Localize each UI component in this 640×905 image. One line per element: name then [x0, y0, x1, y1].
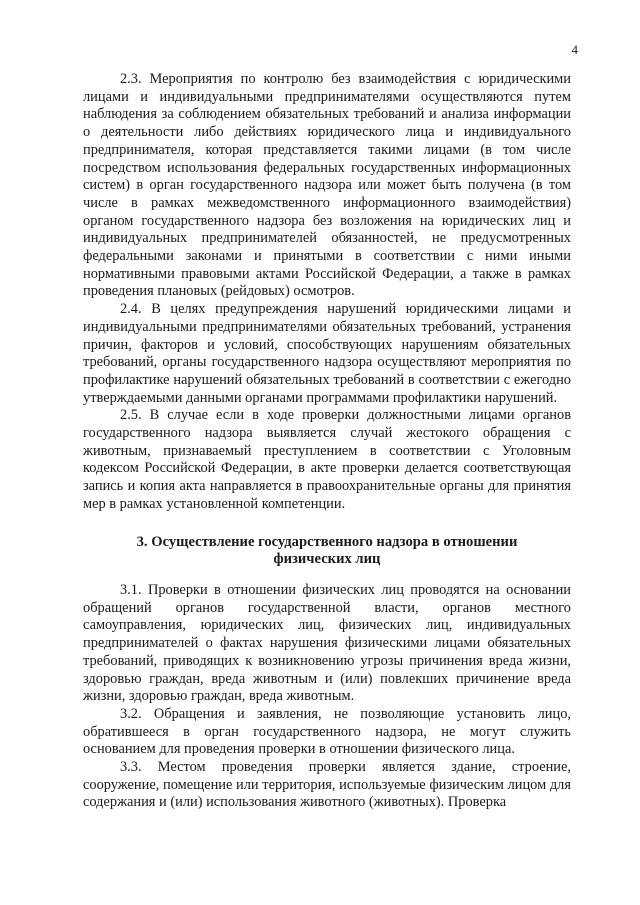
page-number: 4	[571, 42, 578, 57]
paragraph-2-3: 2.3. Мероприятия по контролю без взаимодействия с юридическими лицами и индивидуальными предпринимателями осуществляются путем наблюдения за соблюдением обязательных требований и анализа информации о деятельности либо действиях юридического лица и индивидуального предпринимателя, которая представляется такими лицами (в том числе посредством использования федеральных государственных информационных систем) в орган государственного надзора или может быть получена (в том числе в рамках межведомственного информационного взаимодействия) органом государственного надзора без возложения на юридических лиц и индивидуальных предпринимателей обязанностей, не предусмотренных федеральными законами и принятыми в соответствии с ними иными нормативными правовыми актами Российской Федерации, а также в рамках проведения плановых (рейдовых) осмотров.	[83, 71, 571, 300]
paragraph-3-2: 3.2. Обращения и заявления, не позволяющие установить лицо, обратившееся в орган государственного надзора, не могут служить основанием для проведения проверки в отношении физического лица.	[83, 705, 571, 758]
paragraph-3-1: 3.1. Проверки в отношении физических лиц проводятся на основании обращений органов государственной власти, органов местного самоуправления, юридических лиц, физических лиц, индивидуальных предпринимателей о фактах нарушения физическими лицами обязательных требований, приводящих к возникновению угрозы причинения вреда жизни, здоровью граждан, вреда животным и (или) повлекших причинение вреда жизни, здоровью граждан, вреда животным.	[83, 581, 571, 705]
document-body	[83, 71, 571, 812]
paragraph-2-4: 2.4. В целях предупреждения нарушений юридическими лицами и индивидуальными предпринимателями обязательных требований, устранения причин, факторов и условий, способствующих нарушениям обязательных требований, органы государственного надзора осуществляют мероприятия по профилактике нарушений обязательных требований в соответствии с ежегодно утверждаемыми данными органами программами профилактики нарушений.	[83, 301, 571, 406]
section-heading: 3. Осуществление государственного надзора в отношении физических лиц	[136, 533, 518, 568]
paragraph-3-3: 3.3. Местом проведения проверки является здание, строение, сооружение, помещение или территория, используемые физическим лицом для содержания и (или) использования животного (животных). Проверка	[83, 759, 571, 811]
paragraph-2-5: 2.5. В случае если в ходе проверки должностными лицами органов государственного надзора выявляется случай жестокого обращения с животным, признаваемый преступлением в соответствии с Уголовным кодексом Российской Федерации, в акте проверки делается соответствующая запись и копия акта направляется в правоохранительные органы для принятия мер в рамках установленной компетенции.	[83, 407, 571, 512]
